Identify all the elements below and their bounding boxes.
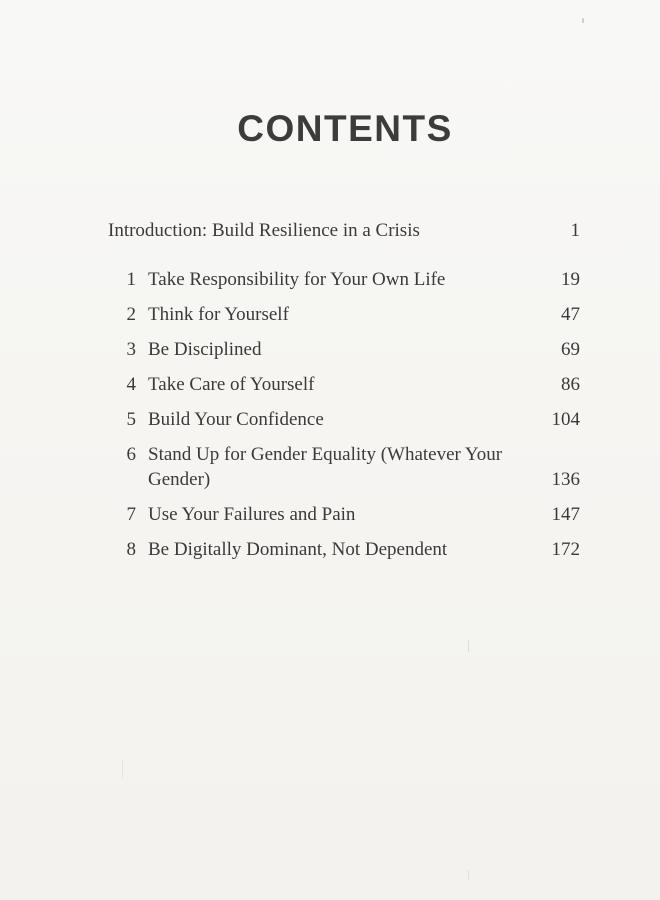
- toc-chapter-number: 4: [126, 374, 136, 395]
- toc-chapter-number: 2: [126, 304, 136, 325]
- scan-speck: [468, 640, 469, 652]
- toc-entry-chapter-5: [0, 407, 660, 432]
- toc-entry-page: 1: [570, 220, 580, 241]
- toc-chapter-number: 1: [126, 269, 136, 290]
- toc-chapter-page: 136: [551, 469, 580, 490]
- toc-chapter-title-line2: Gender): [148, 469, 211, 490]
- toc-chapter-title: Take Care of Yourself: [148, 374, 315, 395]
- scan-speck: [582, 18, 584, 23]
- page-title: CONTENTS: [237, 108, 453, 149]
- toc-entry-chapter-2: [0, 302, 660, 327]
- toc-chapter-title-line1: Stand Up for Gender Equality (Whatever Your: [148, 444, 503, 465]
- toc-chapter-page: 172: [551, 539, 580, 560]
- toc-chapter-title: Think for Yourself: [148, 304, 289, 325]
- toc-chapter-title: Build Your Confidence: [148, 409, 324, 430]
- toc-chapter-page: 69: [561, 339, 580, 360]
- toc-entry-label: Introduction: Build Resilience in a Crisis: [108, 220, 420, 241]
- toc-chapter-title: Take Responsibility for Your Own Life: [148, 269, 446, 290]
- toc-chapter-number: 7: [126, 504, 136, 525]
- toc-chapter-number: 3: [126, 339, 136, 360]
- toc-chapter-number: 5: [126, 409, 136, 430]
- toc-entry-chapter-4: [0, 372, 660, 397]
- toc-entry-chapter-1: [0, 267, 660, 292]
- toc-chapter-title: Be Digitally Dominant, Not Dependent: [148, 539, 448, 560]
- toc-chapter-number: 6: [126, 444, 136, 465]
- scan-speck: [468, 870, 469, 880]
- toc-chapter-page: 104: [551, 409, 580, 430]
- toc-entry-chapter-8: [0, 537, 660, 562]
- scan-speck: [122, 760, 123, 778]
- toc-entry-chapter-6: [0, 442, 660, 492]
- toc-entry-introduction: [0, 218, 660, 243]
- toc-chapter-title: Use Your Failures and Pain: [148, 504, 356, 525]
- toc-chapter-page: 19: [561, 269, 580, 290]
- toc-chapter-page: 47: [561, 304, 580, 325]
- toc-chapter-title: Be Disciplined: [148, 339, 262, 360]
- toc-entry-chapter-7: [0, 502, 660, 527]
- toc-entry-chapter-3: [0, 337, 660, 362]
- toc-chapter-page: 147: [551, 504, 580, 525]
- toc-chapter-page: 86: [561, 374, 580, 395]
- toc-chapter-number: 8: [126, 539, 136, 560]
